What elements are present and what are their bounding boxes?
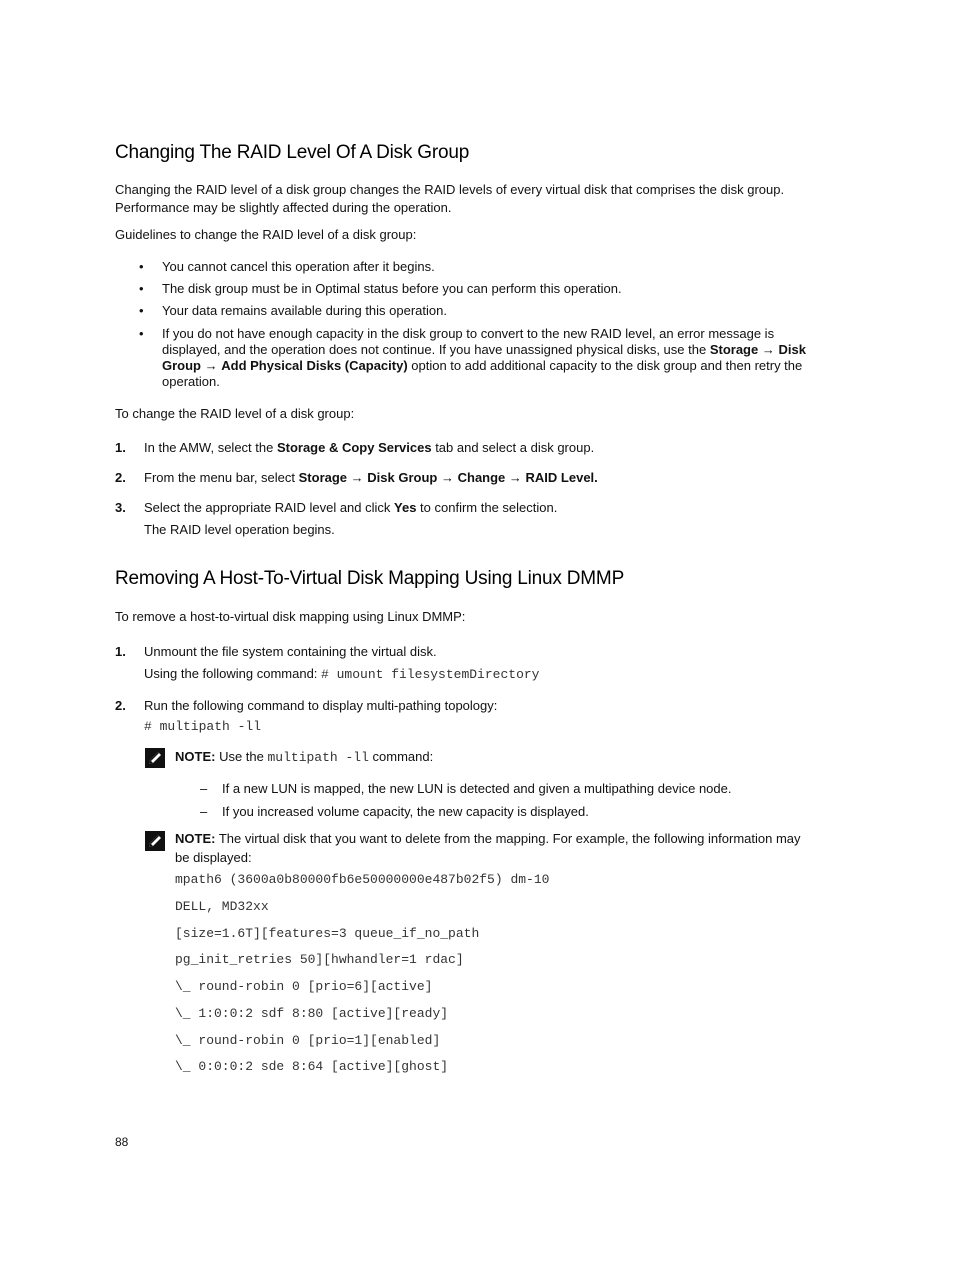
dash-item: If you increased volume capacity, the new capacity is displayed. xyxy=(222,804,589,819)
step-number: 2. xyxy=(115,470,126,485)
bullet-marker: • xyxy=(139,259,144,274)
bullet-item-line: Group → Add Physical Disks (Capacity) option to add additional capacity to the disk group and then retry the xyxy=(162,358,803,373)
step-number: 2. xyxy=(115,698,126,713)
note-text: NOTE: Use the multipath -ll command: xyxy=(175,749,434,765)
step-text: From the menu bar, select Storage → Disk Group → Change → RAID Level. xyxy=(144,470,598,485)
bullet-item-line: displayed, and the operation does not continue. If you have unassigned physical disks, use the Storage → Disk xyxy=(162,342,806,357)
bullet-marker: • xyxy=(139,281,144,296)
step-number: 3. xyxy=(115,500,126,515)
bullet-item-line: If you do not have enough capacity in the disk group to convert to the new RAID level, an error message is xyxy=(162,326,775,341)
bullet-item: Your data remains available during this operation. xyxy=(162,303,447,318)
step-number: 1. xyxy=(115,440,126,455)
note-text: NOTE: The virtual disk that you want to delete from the mapping. For example, the following information may xyxy=(175,831,801,846)
step-subtext: Using the following command: # umount filesystemDirectory xyxy=(144,666,540,682)
bullet-item: You cannot cancel this operation after it begins. xyxy=(162,259,435,274)
note-text-line2: be displayed: xyxy=(175,850,252,865)
change-label: To change the RAID level of a disk group: xyxy=(115,406,355,421)
step-text: Unmount the file system containing the virtual disk. xyxy=(144,644,437,659)
intro-line-1: Changing the RAID level of a disk group changes the RAID levels of every virtual disk that comprises the disk group. xyxy=(115,182,785,197)
note-pencil-icon xyxy=(145,748,165,768)
step-text: Run the following command to display multi-pathing topology: xyxy=(144,698,498,713)
dash-marker: – xyxy=(200,804,208,819)
menu-path-add-physical: Add Physical Disks (Capacity) xyxy=(221,358,408,373)
multipath-command: # multipath -ll xyxy=(144,719,262,734)
dash-marker: – xyxy=(200,781,208,796)
code-line: \_ 1:0:0:2 sdf 8:80 [active][ready] xyxy=(175,1006,449,1021)
page-number: 88 xyxy=(115,1135,129,1149)
bullet-item-line: operation. xyxy=(162,374,220,389)
code-line: pg_init_retries 50][hwhandler=1 rdac] xyxy=(175,952,464,967)
bullet-item: The disk group must be in Optimal status before you can perform this operation. xyxy=(162,281,622,296)
menu-path-disk: Disk xyxy=(778,342,806,357)
dash-item: If a new LUN is mapped, the new LUN is detected and given a multipathing device node. xyxy=(222,781,732,796)
code-line: [size=1.6T][features=3 queue_if_no_path xyxy=(175,926,480,941)
menu-path-storage: Storage xyxy=(709,342,759,357)
step-text: Select the appropriate RAID level and click Yes to confirm the selection. xyxy=(144,500,558,515)
umount-command: # umount filesystemDirectory xyxy=(321,667,540,682)
code-line: \_ 0:0:0:2 sde 8:64 [active][ghost] xyxy=(175,1059,449,1074)
code-line: DELL, MD32xx xyxy=(175,899,269,914)
bullet-marker: • xyxy=(139,326,144,341)
code-line: \_ round-robin 0 [prio=1][enabled] xyxy=(175,1033,441,1048)
code-line: \_ round-robin 0 [prio=6][active] xyxy=(175,979,433,994)
step-number: 1. xyxy=(115,644,126,659)
section-title-dmmp: Removing A Host-To-Virtual Disk Mapping Using Linux DMMP xyxy=(115,568,625,589)
note-pencil-icon xyxy=(145,831,165,851)
step-text: In the AMW, select the Storage & Copy Services tab and select a disk group. xyxy=(144,440,595,455)
dmmp-intro: To remove a host-to-virtual disk mapping using Linux DMMP: xyxy=(115,609,466,624)
menu-path-group: Group xyxy=(162,358,201,373)
bullet-marker: • xyxy=(139,303,144,318)
intro-line-2: Performance may be slightly affected during the operation. xyxy=(115,200,452,215)
section-title-raid: Changing The RAID Level Of A Disk Group xyxy=(115,142,470,163)
step-subtext: The RAID level operation begins. xyxy=(144,522,335,537)
code-line: mpath6 (3600a0b80000fb6e50000000e487b02f5) dm-10 xyxy=(175,872,550,887)
guidelines-label: Guidelines to change the RAID level of a disk group: xyxy=(115,227,417,242)
